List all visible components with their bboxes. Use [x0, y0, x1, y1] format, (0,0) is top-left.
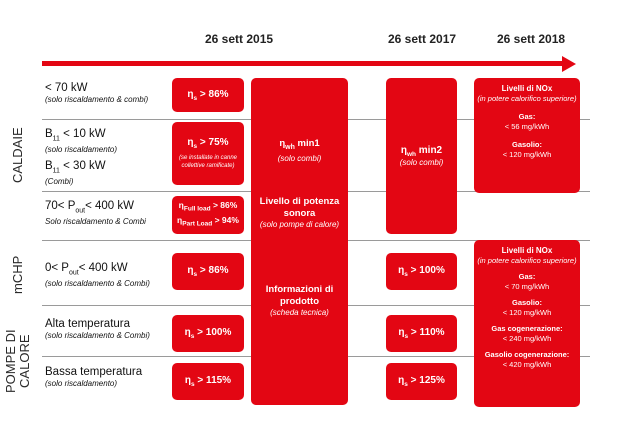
informazioni-prodotto: Informazioni di prodotto (scheda tecnica) — [265, 284, 334, 317]
box-2015-eta-full-part-load: $\eta_{Full load} > 86\%$ $\eta_{Part Load} > 94\%$ — [172, 196, 244, 234]
box-2018-nox-mchp-pompe: Livelli di NOx (in potere calorifico superiore) Gas: < 70 mg/kWh Gasolio: < 120 mg/kWh Gas cogenerazione: < 240 mg/kWh Gasolio cogenerazione: < 420 mg/kWh — [474, 240, 580, 407]
date-2015: 26 sett 2015 — [205, 32, 274, 46]
box-2015-common-requirements — [251, 78, 348, 405]
livello-potenza-sonora: Livello di potenza sonora (solo pompe di calore) — [259, 196, 340, 229]
box-2015-bassa-eta-115: $\eta_s > 115\%$ — [172, 363, 244, 400]
row-label-alta-temperatura: Alta temperatura (solo riscaldamento & Combi) — [45, 318, 150, 340]
date-2018: 26 sett 2018 — [497, 32, 566, 46]
box-2015-alta-eta-100: $\eta_s > 100\%$ — [172, 315, 244, 352]
box-2017-bassa-eta-125: $\eta_s > 125\%$ — [386, 363, 457, 400]
side-label-mchp: mCHP — [10, 255, 25, 294]
row-label-70-400kw: $70< P_{out}< 400$ kW Solo riscaldamento & Combi — [45, 200, 146, 227]
row-label-mchp-0-400kw: $0< P_{out}< 400$ kW (solo riscaldamento & Combi) — [45, 262, 150, 289]
row-label-70kw: < 70 kW (solo riscaldamento & combi) — [45, 82, 149, 104]
box-2015-mchp-eta-86: $\eta_s > 86\%$ — [172, 253, 244, 290]
timeline-arrow-line — [42, 61, 564, 66]
side-label-caldaie: CALDAIE — [10, 127, 25, 183]
eta-wh-min1: $\eta_{wh}$ min1 (solo combi) — [277, 138, 322, 163]
date-2017: 26 sett 2017 — [388, 32, 457, 46]
row-label-b11-30kw: $B_{11} < 30$ kW (Combi) — [45, 160, 106, 187]
box-2015-eta-75: $\eta_s > 75\%$ (se installate in canne collettive ramificate) — [172, 122, 244, 185]
timeline-arrow-head — [562, 56, 576, 72]
box-2015-eta-86: $\eta_s > 86\%$ — [172, 78, 244, 112]
box-2017-eta-wh-min2: $\eta_{wh}$ min2 (solo combi) — [386, 78, 457, 234]
row-label-bassa-temperatura: Bassa temperatura (solo riscaldamento) — [45, 366, 143, 388]
box-2017-alta-eta-110: $\eta_s > 110\%$ — [386, 315, 457, 352]
side-label-pompe: POMPE DI CALORE — [3, 329, 32, 393]
row-label-b11-10kw: $B_{11} < 10$ kW (solo riscaldamento) — [45, 128, 118, 155]
box-2017-mchp-eta-100: $\eta_s > 100\%$ — [386, 253, 457, 290]
box-2018-nox-caldaie: Livelli di NOx (in potere calorifico superiore) Gas: < 56 mg/kWh Gasolio: < 120 mg/kWh — [474, 78, 580, 193]
